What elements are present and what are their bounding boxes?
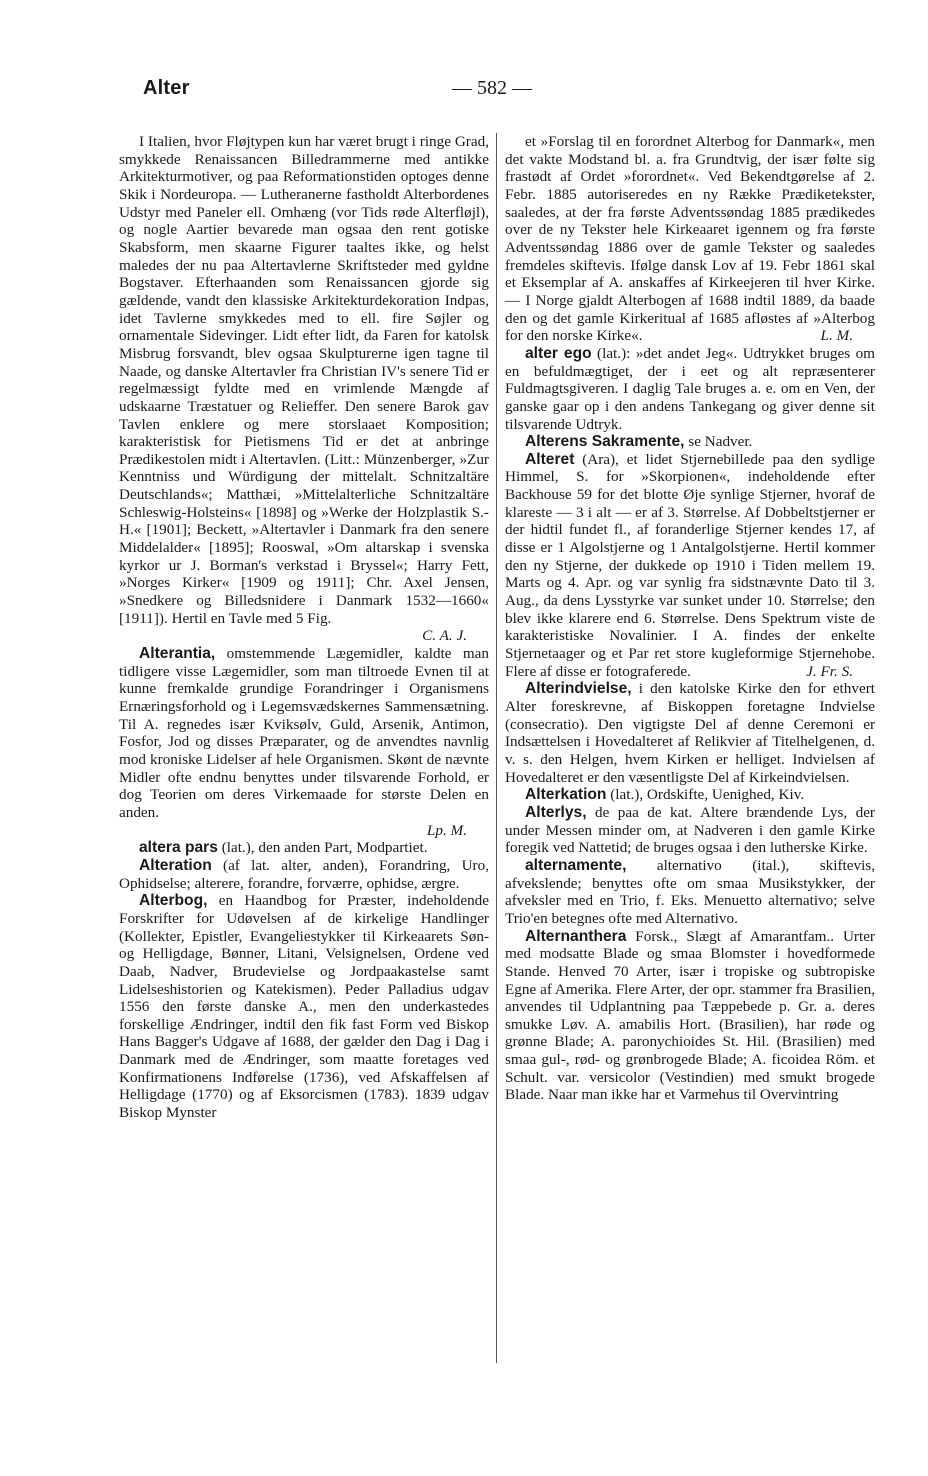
- dictionary-entry: [505, 857, 875, 928]
- entry-text: se Nadver.: [684, 433, 753, 451]
- article-signature: [119, 627, 489, 645]
- entry-headword: Alterens Sakramente,: [525, 433, 685, 451]
- dictionary-entry: [505, 451, 875, 681]
- page-number: — 582 —: [452, 77, 532, 99]
- entry-headword: Alterbog,: [139, 892, 208, 910]
- dictionary-entry: [119, 892, 489, 1122]
- entry-headword: Alterlys,: [525, 803, 587, 821]
- signature-text: C. A. J.: [422, 627, 467, 645]
- column-divider: [496, 133, 497, 1363]
- dictionary-entry: [119, 839, 489, 857]
- dictionary-entry: [505, 433, 875, 451]
- entry-text: I Italien, hvor Fløjtypen kun har været brugt i ringe Grad, smykkede Renaissancen Billedrammerne med antikke Arkitekturmotiver, og paa Reformationstiden optoges denne Skik i Nordeuropa. — Lutheranerne fastholdt Alterbordenes Udstyr med Paneler ell. Omhæng (vor Tids røde Alterfløjl), og nogle Aartier bevarede man ogsaa den rent gotiske Skabsform, men skaarne Figurer taaltes ikke, og helst maledes der nu paa Altertavlerne Skriftsteder med gyldne Bogstaver. Efterhaanden som Renaissancen gjorde sig gældende, vandt den klassiske Arkitekturdekoration Indpas, idet Tavlerne smykkedes med to ell. fire Søjler og ornamentale Sidevinger. Lidt efter lidt, da Faren for katolsk Misbrug forsvandt, blev ogsaa Skulpturerne igen tagne til Naade, og danske Altertavler fra Christian IV's senere Tid er regelmæssigt fyldte med en vrimlende Mængde af udskaarne Træstatuer og Relieffer. Den senere Barok gav Tavlen enklere og mere storslaaet Komposition; karakteristisk for Pietismens Tid er det at anbringe Prædikestolen midt i Altertavlen. (Litt.: Münzenberger, »Zur Kenntniss und Würdigung der mittelalt. Schnitzaltäre Deutschlands«; Matthæi, »Mittelalterliche Schnitzaltäre Schleswig-Holsteins« [1898] og »Werke der Holzplastik S.-H.« [1901]; Beckett, »Altertavler i Danmark fra den senere Middelalder« [1895]; Rooswal, »Om altarskap i svenska kyrkor ur J. Borman's verkstad i Bryssel«; Harry Fett, »Norges Kirker« [1909 og 1911]; Chr. Axel Jensen, »Snedkere og Billedsnidere i Danmark 1532—1660« [1911]). Hertil en Tavle med 5 Fig.: [119, 133, 489, 627]
- dictionary-entry: [505, 928, 875, 1105]
- entry-headword: Alterantia,: [139, 645, 216, 663]
- entry-text: (lat.): »det andet Jeg«. Udtrykket bruges om en befuldmægtiget, der i eet og alt repræsenterer Fuldmagtsgiveren. I daglig Tale bruges a. e. om en Ven, der ganske gaar op i den andens Tankegang og giver denne sit tilsvarende Udtryk.: [505, 344, 875, 433]
- entry-text: (lat.), den anden Part, Modpartiet.: [217, 839, 428, 857]
- dictionary-entry: [505, 804, 875, 857]
- entry-text: et »Forslag til en forordnet Alterbog for Danmark«, men det vakte Modstand bl. a. fra Grundtvig, der især følte sig frastødt af Ordet »forordnet«. Ved Bekendtgørelse af 2. Febr. 1885 autoriseredes en ny Række Prædiketekster, saaledes, at der fra første Adventssøndag 1885 prædikedes over de ny Tekster hele Kirkeaaret igennem og fra første Adventssøndag 1886 over de gamle Tekster og saaledes fremdeles skiftevis. Ifølge dansk Lov af 19. Febr 1861 skal et Eksemplar af A. anskaffes af Kirkeejeren til hver Kirke. — I Norge gjaldt Alterbogen af 1688 indtil 1889, da baade den og det gamle Kirkeritual af 1685 afløstes af »Alterbog for den norske Kirke«.: [505, 133, 875, 345]
- entry-text: (af lat. alter, anden), Forandring, Uro, Ophidselse; alterere, forandre, forværre, ophidse, ærgre.: [119, 856, 489, 892]
- page-header-title: Alter: [143, 77, 190, 99]
- article-signature: [119, 822, 489, 840]
- dictionary-entry: [119, 133, 489, 627]
- entry-headword: Alternanthera: [525, 927, 627, 945]
- entry-text: (lat.), Ordskifte, Uenighed, Kiv.: [606, 786, 805, 804]
- dictionary-entry: [505, 133, 875, 345]
- entry-headword: Alteret: [525, 450, 575, 468]
- entry-headword: alter ego: [525, 344, 592, 362]
- left-column: [119, 133, 489, 1122]
- right-column: [505, 133, 875, 1104]
- entry-headword: Alteration: [139, 856, 212, 874]
- entry-headword: altera pars: [139, 839, 218, 857]
- signature-text: J. Fr. S.: [806, 662, 853, 680]
- entry-text: alternativo (ital.), skiftevis, afvekslende; benyttes ofte om smaa Musikstykker, der afveksler med en Trio, f. Eks. Menuetto alternativo; selve Trio'en betegnes ofte med Alternativo.: [505, 856, 875, 927]
- entry-text: i den katolske Kirke den for ethvert Alter foreskrevne, af Biskoppen foretagne Indvielse (consecratio). Den vigtigste Del af denne Ceremoni er Indsættelsen i Hovedalteret af Relikvier af Titelhelgenen, d. v. s. den Helgen, hvem Kirken er helliget. Indvielsen af Hovedalteret er den væsentligste Del af Kirkeindvielsen.: [505, 680, 875, 786]
- signature-text: L. M.: [820, 327, 853, 345]
- dictionary-entry: [119, 645, 489, 822]
- dictionary-entry: [505, 680, 875, 786]
- entry-text: Forsk., Slægt af Amarantfam.. Urter med modsatte Blade og smaa Blomster i hovedformede Stande. Henved 70 Arter, især i tropiske og subtropiske Egne af Amerika. Flere Arter, der opr. stammer fra Brasilien, anvendes til Udplantning paa Tæppebede p. Gr. a. deres smukke Løv. A. amabilis Hort. (Brasilien), har røde og grønne Blade; A. paronychioides St. Hil. (Brasilien) med smaa gul-, rød- og grønbrogede Blade; A. ficoidea Röm. et Schult. var. versicolor (Vestindien) med smukt brogede Blade. Naar man ikke har et Varmehus til Overvintring: [505, 927, 875, 1104]
- entry-text: omstemmende Lægemidler, kaldte man tidligere visse Lægemidler, som man tiltroede Evnen til at kunne fremkalde grundige Forandringer i Organismens Ernæringsforhold og i Legemsvædskernes Sammensætning. Til A. regnedes især Kviksølv, Guld, Arsenik, Antimon, Fosfor, Jod og disses Præparater, og de anvendtes navnlig mod kroniske Lidelser af hele Organismen. Skønt de nævnte Midler ofte endnu benyttes under tilsvarende Forhold, er dog Teorien om deres Virkemaade for største Delen en anden.: [119, 645, 489, 821]
- entry-headword: alternamente,: [525, 856, 627, 874]
- entry-text: (Ara), et lidet Stjernebillede paa den sydlige Himmel, S. for »Skorpionen«, indeholdende efter Backhouse 59 for det blotte Øje synlige Stjerner, hvoraf de klareste — 3 i alt — er af 3. Størrelse. Af Dobbeltstjerner er der hidtil fundet fl., af foranderlige Stjerner kendes 17, af disse er 1 Algolstjerne og 1 Antalgolstjerne. Hertil kommer den ny Stjerne, der dukkede op 1910 i Tiden mellem 19. Marts og 4. Apr. og var synlig fra sidstnævnte Dato til 3. Aug., da dens Lysstyrke var sunket under 10. Størrelse; den blev ikke klarere end 6. Størrelse. Dens Spektrum viste de karakteristiske Novalinier. I A. findes der enkelte Stjernetaager og et Par ret store kugleformige Stjernehobe. Flere af disse er fotograferede.: [505, 450, 875, 680]
- dictionary-entry: [505, 786, 875, 804]
- dictionary-entry: [119, 857, 489, 892]
- entry-text: en Haandbog for Præster, indeholdende Forskrifter for Udøvelsen af de kirkelige Handlinger (Kollekter, Epistler, Evangeliestykker til Kirkeaarets Søn- og Helligdage, Bønner, Litani, Velsignelsen, Ordene ved Daab, Nadver, Brudevielse og Jordpaakastelse samt Lidelseshistorien og Katekismen). Peder Palladius udgav 1556 den første danske A., men den underkastedes forskellige Ændringer, indtil den fik fast Form ved Biskop Hans Bagger's Udgave af 1688, der gælder den Dag i Dag i Danmark med de Ændringer, som maatte foretages ved Konfirmationens Indførelse (1736), ved Afskaffelsen af Helligdage (1770) og af Eksorcismen (1783). 1839 udgav Biskop Mynster: [119, 892, 489, 1122]
- entry-headword: Alterindvielse,: [525, 680, 632, 698]
- signature-text: Lp. M.: [426, 821, 467, 839]
- dictionary-entry: [505, 345, 875, 433]
- entry-text: de paa de kat. Altere brændende Lys, der under Messen minder om, at Nadveren i den gamle Kirke foregik ved Nattetid; de bruges ogsaa i den lutherske Kirke.: [505, 803, 875, 857]
- entry-headword: Alterkation: [525, 786, 607, 804]
